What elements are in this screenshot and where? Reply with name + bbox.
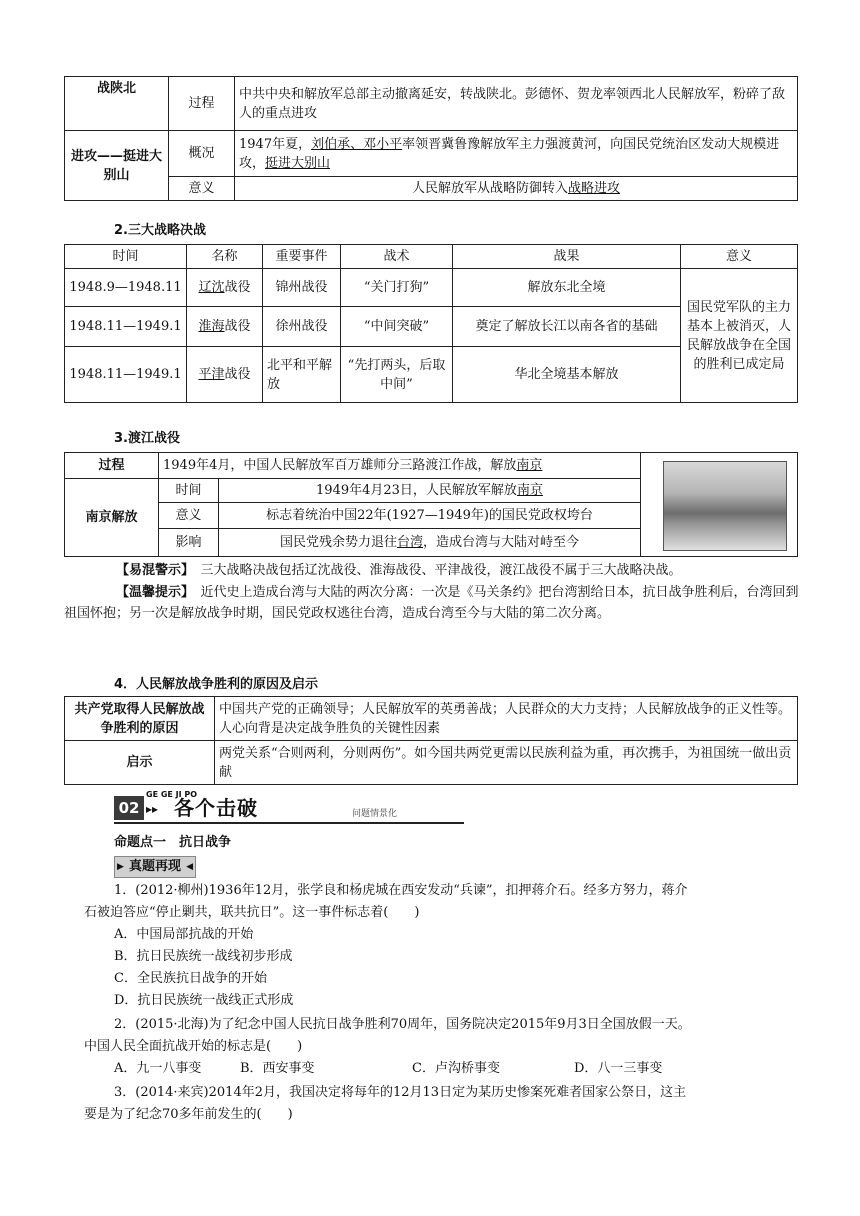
header-cell: 战术 — [341, 245, 453, 269]
row-text: 1949年4月，中国人民解放军百万雄师分三路渡江作战，解放南京 — [159, 453, 641, 479]
header-cell: 意义 — [681, 245, 798, 269]
row-text: 1947年夏，刘伯承、邓小平率领晋冀鲁豫解放军主力强渡黄河，向国民党统治区发动大规模进攻，挺进大别山 — [235, 131, 798, 177]
row-text: 两党关系“合则两利，分则两伤”。如今国共两党更需以民族利益为重，再次携手，为祖国统一做出贡献 — [215, 741, 798, 785]
row-label: 南京解放 — [65, 479, 159, 557]
banner-number: 02 — [114, 796, 144, 820]
note-tip: 【温馨提示】 近代史上造成台湾与大陆的两次分离：一次是《马关条约》把台湾割给日本，抗日战争胜利后，台湾回到祖国怀抱；另一次是解放战争时期，国民党政权逃往台湾，造成台湾至今与大陆的第二次分离。 — [64, 585, 799, 621]
topic-heading: 命题点一 抗日战争 — [114, 835, 232, 850]
option: D．抗日民族统一战线正式形成 — [114, 993, 294, 1008]
photo-cell — [641, 453, 798, 557]
row-sublabel: 意义 — [169, 177, 235, 201]
header-cell: 战果 — [453, 245, 681, 269]
victory-reasons-table — [64, 696, 798, 785]
banner-underline — [114, 822, 464, 824]
banner-title: 各个击破 — [174, 796, 258, 820]
row-sublabel: 影响 — [159, 529, 219, 557]
table-row: 1948.11—1949.1 平津战役 北平和平解放 “先打两头，后取中间” 华北全境基本解放 — [65, 347, 798, 403]
tag-left-arrow-icon: ▶ — [117, 862, 124, 872]
section-title: 2.三大战略决战 — [114, 223, 206, 238]
row-label: 过程 — [65, 453, 159, 479]
question-stem: 2．(2015·北海)为了纪念中国人民抗日战争胜利70周年，国务院决定2015年9月3日全国放假一天。 — [114, 1017, 691, 1032]
decisive-battles-table — [64, 244, 798, 403]
question-stem: 要是为了纪念70多年前发生的( ) — [84, 1107, 293, 1122]
header-cell: 重要事件 — [263, 245, 341, 269]
question-stem: 3．(2014·来宾)2014年2月，我国决定将每年的12月13日定为某历史惨案死难者国家公祭日，这主 — [114, 1085, 687, 1100]
row-text: 国民党残余势力退往台湾，造成台湾与大陆对峙至今 — [219, 529, 641, 557]
option: C．卢沟桥事变 — [412, 1061, 500, 1076]
row-sublabel: 时间 — [159, 479, 219, 503]
section-banner — [114, 790, 464, 826]
section-title: 3.渡江战役 — [114, 431, 180, 446]
table-row: 1948.11—1949.1 淮海战役 徐州战役 “中间突破” 奠定了解放长江以南各省的基础 — [65, 307, 798, 347]
meaning-cell: 国民党军队的主力基本上被消灭，人民解放战争在全国的胜利已成定局 — [681, 269, 798, 403]
row-label: 进攻——挺进大别山 — [65, 131, 169, 201]
river-crossing-table — [64, 452, 798, 557]
option: B．西安事变 — [240, 1061, 315, 1076]
row-text: 标志着统治中国22年(1927—1949年)的国民党政权垮台 — [219, 503, 641, 529]
header-cell: 时间 — [65, 245, 187, 269]
table-row: 1948.9—1948.11 辽沈战役 锦州战役 “关门打狗” 解放东北全境 国民党军队的主力基本上被消灭，人民解放战争在全国的胜利已成定局 — [65, 269, 798, 307]
row-text: 中国共产党的正确领导；人民解放军的英勇善战；人民群众的大力支持；人民解放战争的正义性等。人心向背是决定战争胜负的关键性因素 — [215, 697, 798, 741]
banner-subtitle: 问题情景化 — [352, 809, 398, 819]
note-confusion: 【易混警示】 三大战略决战包括辽沈战役、淮海战役、平津战役，渡江战役不属于三大战略决战。 — [116, 563, 682, 578]
row-label: 启示 — [65, 741, 215, 785]
row-label: 共产党取得人民解放战争胜利的原因 — [65, 697, 215, 741]
header-cell: 名称 — [187, 245, 263, 269]
row-sublabel: 意义 — [159, 503, 219, 529]
banner-arrow-icon: ▸▸ — [146, 802, 159, 816]
banner-pinyin: GE GE JI PO — [146, 790, 198, 799]
option: C．全民族抗日战争的开始 — [114, 971, 267, 986]
option: A．九一八事变 — [114, 1061, 202, 1076]
question-stem: 1．(2012·柳州)1936年12月，张学良和杨虎城在西安发动“兵谏”，扣押蒋介石。经多方努力，蒋介 — [114, 883, 688, 898]
photo-image — [663, 461, 787, 551]
tag-right-arrow-icon: ◀ — [186, 862, 194, 872]
option: A．中国局部抗战的开始 — [114, 927, 254, 942]
question-stem: 中国人民全面抗战开始的标志是( ) — [84, 1039, 303, 1054]
row-sublabel: 概况 — [169, 131, 235, 177]
option: B．抗日民族统一战线初步形成 — [114, 949, 293, 964]
section-title: 4．人民解放战争胜利的原因及启示 — [114, 677, 319, 692]
row-text: 人民解放军从战略防御转入战略进攻 — [235, 177, 798, 201]
row-sublabel: 过程 — [169, 77, 235, 131]
row-text: 1949年4月23日，人民解放军解放南京 — [219, 479, 641, 503]
question-stem: 石被迫答应“停止剿共，联共抗日”。这一事件标志着( ) — [84, 905, 420, 920]
row-label: 战陕北 — [65, 77, 169, 131]
real-exam-tag: ▶ 真题再现 ◀ — [114, 856, 196, 878]
campaign-table — [64, 76, 798, 201]
option: D．八一三事变 — [574, 1061, 663, 1076]
row-text: 中共中央和解放军总部主动撤离延安，转战陕北。彭德怀、贺龙率领西北人民解放军，粉碎了敌人的重点进攻 — [235, 77, 798, 131]
